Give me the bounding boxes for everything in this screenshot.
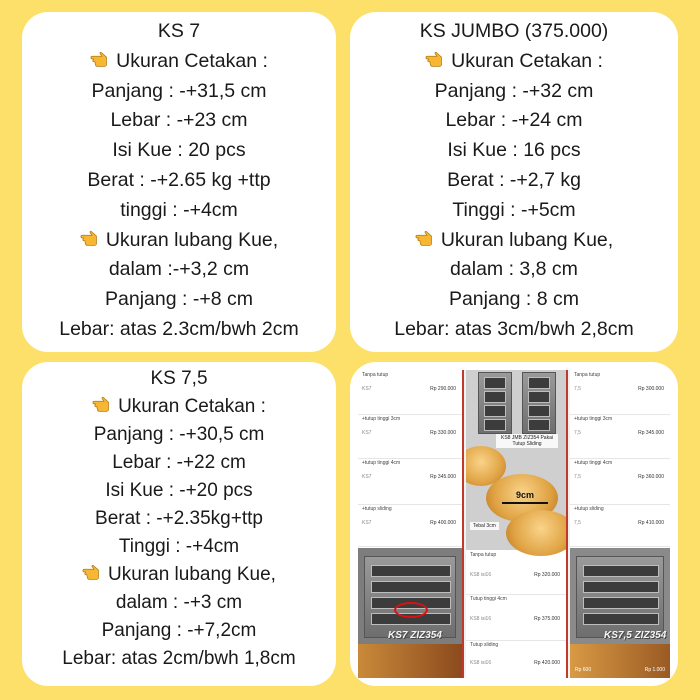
price-row[interactable] xyxy=(358,504,462,547)
row-variant: KS7 xyxy=(362,474,372,480)
spec-lebar: Lebar : -+23 cm xyxy=(110,109,248,132)
row-price: Rp 345.000 xyxy=(638,430,664,436)
row-variant: KS8 isi16 xyxy=(470,660,492,666)
ks8-mold-photo xyxy=(466,370,566,550)
spec-berat: Berat : -+2,7 kg xyxy=(447,168,581,191)
price-row[interactable] xyxy=(466,550,566,595)
spec-panjang: Panjang : -+32 cm xyxy=(434,79,594,102)
spec-heading: Ukuran Cetakan : xyxy=(22,393,336,421)
spec-tinggi: tinggi : -+4cm xyxy=(120,198,238,221)
row-title: +tutup tinggi 3cm xyxy=(574,416,613,422)
price-row[interactable] xyxy=(358,458,462,505)
row-price: Rp 330.000 xyxy=(430,430,456,436)
card-title: KS JUMBO (375.000) xyxy=(419,20,609,42)
row-title: Tanpa tutup xyxy=(574,372,601,378)
hole-dalam: dalam :-+3,2 cm xyxy=(108,258,250,281)
row-price: Rp 345.000 xyxy=(430,474,456,480)
hole-panjang: Panjang : -+8 cm xyxy=(105,288,253,311)
row-title: Tanpa tutup xyxy=(362,372,389,378)
hole-lebar: Lebar: atas 2.3cm/bwh 2cm xyxy=(59,317,299,340)
spec-isi: Isi Kue : 20 pcs xyxy=(112,139,246,162)
mold-caption: KS8 JMB ZIZ354 Pakai Tutup Sliding xyxy=(496,434,558,448)
row-variant: 7,5 xyxy=(574,520,581,526)
hole-dalam: dalam : -+3 cm xyxy=(115,592,243,613)
row-title: +tutup tinggi 3cm xyxy=(362,416,401,422)
hole-heading: Ukuran lubang Kue, xyxy=(22,561,336,589)
row-title: +tutup sliding xyxy=(362,506,392,512)
price-row[interactable] xyxy=(358,370,462,415)
hole-lebar: Lebar: atas 2cm/bwh 1,8cm xyxy=(62,648,296,669)
spec-panjang: Panjang : -+30,5 cm xyxy=(93,424,265,445)
spec-berat: Berat : -+2.35kg+ttp xyxy=(95,508,263,529)
spec-card-ks7 xyxy=(22,12,336,352)
ks7-price-list xyxy=(358,370,462,678)
ks7-mold-photo xyxy=(358,548,462,678)
row-price: Rp 320.000 xyxy=(534,572,560,578)
hole-lebar: Lebar: atas 3cm/bwh 2,8cm xyxy=(394,317,634,340)
pointing-hand-icon xyxy=(80,227,102,249)
row-title: +tutup tinggi 4cm xyxy=(574,460,613,466)
spec-isi: Isi Kue : 16 pcs xyxy=(447,139,581,162)
spec-lebar: Lebar : -+22 cm xyxy=(112,452,246,473)
price-row[interactable] xyxy=(358,414,462,459)
row-price: Rp 420.000 xyxy=(534,660,560,666)
spec-lebar: Lebar : -+24 cm xyxy=(445,109,583,132)
row-price: Rp 410.000 xyxy=(638,520,664,526)
hole-heading: Ukuran lubang Kue, xyxy=(22,226,336,256)
price-row[interactable] xyxy=(466,594,566,641)
thickness-tag: Tebal 3cm xyxy=(470,522,499,530)
spec-heading: Ukuran Cetakan : xyxy=(22,47,336,77)
row-variant: KS8 isi16 xyxy=(470,572,492,578)
row-variant: KS8 isi16 xyxy=(470,616,492,622)
row-price: Rp 290.000 xyxy=(430,386,456,392)
pointing-hand-icon xyxy=(82,561,104,583)
row-price: Rp 360.000 xyxy=(638,474,664,480)
hole-dalam: dalam : 3,8 cm xyxy=(450,258,578,281)
card-title: KS 7 xyxy=(157,20,201,42)
row-price: Rp 300.000 xyxy=(638,386,664,392)
row-title: Tutup sliding xyxy=(470,642,499,648)
spec-panjang: Panjang : -+31,5 cm xyxy=(91,79,267,102)
ks8-jumbo-column xyxy=(466,370,566,678)
price-tag-right: Rp 1.000 xyxy=(644,667,665,673)
price-row[interactable] xyxy=(570,370,670,415)
pointing-hand-icon xyxy=(90,48,112,70)
pointing-hand-icon xyxy=(415,227,437,249)
hole-panjang: Panjang : -+7,2cm xyxy=(101,620,257,641)
row-variant: 7,5 xyxy=(574,474,581,480)
watermark-left: KS7 ZIZ354 xyxy=(388,630,442,641)
product-screenshot-collage xyxy=(350,362,678,686)
row-title: Tutup tinggi 4cm xyxy=(470,596,507,602)
spec-tinggi: Tinggi : -+5cm xyxy=(452,198,576,221)
price-row[interactable] xyxy=(570,504,670,547)
dimension-label: 9cm xyxy=(516,490,535,500)
spec-heading: Ukuran Cetakan : xyxy=(350,47,678,77)
price-row[interactable] xyxy=(570,414,670,459)
divider xyxy=(566,370,568,678)
spec-berat: Berat : -+2.65 kg +ttp xyxy=(87,168,271,191)
row-title: Tanpa tutup xyxy=(470,552,497,558)
divider xyxy=(462,370,464,678)
row-variant: KS7 xyxy=(362,386,372,392)
row-variant: KS7 xyxy=(362,430,372,436)
watermark-right: KS7,5 ZIZ354 xyxy=(604,630,667,641)
pointing-hand-icon xyxy=(92,393,114,415)
hole-panjang: Panjang : 8 cm xyxy=(448,288,580,311)
ks7-5-mold-photo xyxy=(570,548,670,678)
highlight-ellipse xyxy=(394,602,428,618)
row-variant: 7,5 xyxy=(574,386,581,392)
spec-card-ks-jumbo xyxy=(350,12,678,352)
row-variant: 7,5 xyxy=(574,430,581,436)
spec-card-ks7-5 xyxy=(22,362,336,686)
collage-frame xyxy=(358,370,670,678)
row-variant: KS7 xyxy=(362,520,372,526)
spec-tinggi: Tinggi : -+4cm xyxy=(118,536,240,557)
ks7-5-price-list xyxy=(570,370,670,678)
row-price: Rp 400.000 xyxy=(430,520,456,526)
price-row[interactable] xyxy=(570,458,670,505)
row-price: Rp 375.000 xyxy=(534,616,560,622)
row-title: +tutup sliding xyxy=(574,506,604,512)
spec-isi: Isi Kue : -+20 pcs xyxy=(105,480,253,501)
price-tag-left: Rp 600 xyxy=(575,667,592,673)
price-row[interactable] xyxy=(466,640,566,678)
card-title: KS 7,5 xyxy=(150,368,208,389)
hole-heading: Ukuran lubang Kue, xyxy=(350,226,678,256)
row-title: +tutup tinggi 4cm xyxy=(362,460,401,466)
pointing-hand-icon xyxy=(425,48,447,70)
dimension-line xyxy=(502,502,548,504)
